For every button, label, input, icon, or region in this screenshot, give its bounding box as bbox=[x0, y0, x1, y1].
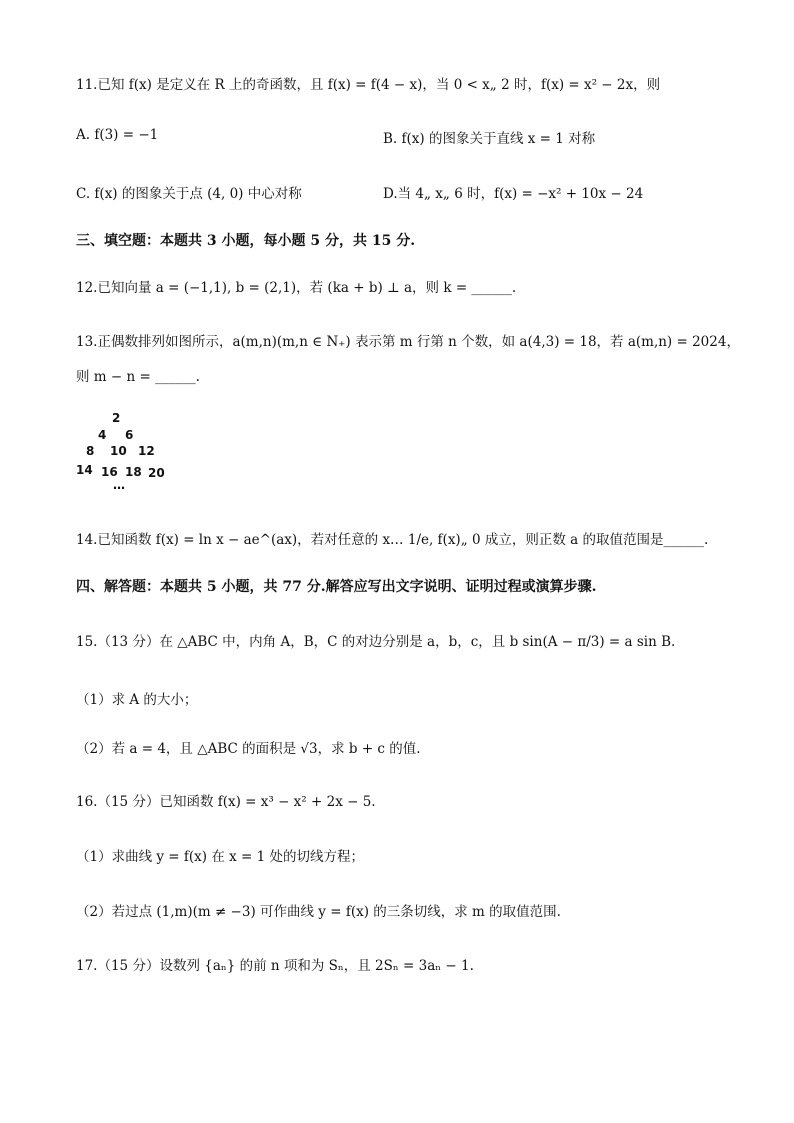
section-4-heading: 四、解答题：本题共 5 小题，共 77 分.解答应写出文字说明、证明过程或演算步骤. bbox=[76, 579, 597, 595]
triangle-number: 4 bbox=[98, 428, 107, 442]
triangle-number: 18 bbox=[125, 465, 142, 479]
question-16-part-2: （2）若过点 (1,m)(m ≠ −3) 可作曲线 y = f(x) 的三条切线，求 m 的取值范围. bbox=[76, 904, 561, 920]
triangle-number: 20 bbox=[148, 466, 165, 480]
triangle-number: 6 bbox=[125, 428, 134, 442]
question-16-stem: 16.（15 分）已知函数 f(x) = x³ − x² + 2x − 5. bbox=[76, 794, 376, 810]
triangle-number: 12 bbox=[138, 444, 155, 458]
triangle-number: 2 bbox=[112, 411, 121, 425]
question-15-part-1: （1）求 A 的大小； bbox=[76, 692, 198, 708]
question-11-option-a: A. f(3) = −1 bbox=[76, 127, 159, 143]
question-11-stem: 11.已知 f(x) 是定义在 R 上的奇函数，且 f(x) = f(4 − x)，当 0 < x„ 2 时，f(x) = x² − 2x，则 bbox=[76, 77, 661, 93]
question-13-line-1: 13.正偶数排列如图所示，a(m,n)(m,n ∈ N₊) 表示第 m 行第 n 个数，如 a(4,3) = 18，若 a(m,n) = 2024， bbox=[76, 334, 740, 350]
question-13-line-2: 则 m − n = ______. bbox=[76, 369, 200, 385]
triangle-number: 10 bbox=[110, 444, 127, 458]
triangle-number: 14 bbox=[76, 463, 93, 477]
triangle-number: 8 bbox=[86, 444, 95, 458]
question-17-stem: 17.（15 分）设数列 {aₙ} 的前 n 项和为 Sₙ，且 2Sₙ = 3aₙ − 1. bbox=[76, 958, 474, 974]
triangle-ellipsis: … bbox=[113, 478, 125, 492]
question-15-stem: 15.（13 分）在 △ABC 中，内角 A，B，C 的对边分别是 a，b，c，且 b sin(A − π/3) = a sin B. bbox=[76, 634, 676, 650]
triangle-number: 16 bbox=[101, 465, 118, 479]
question-16-part-1: （1）求曲线 y = f(x) 在 x = 1 处的切线方程； bbox=[76, 849, 365, 865]
question-15-part-2: （2）若 a = 4，且 △ABC 的面积是 √3，求 b + c 的值. bbox=[76, 741, 421, 757]
question-12: 12.已知向量 a = (−1,1), b = (2,1)，若 (ka + b) ⊥ a，则 k = ______. bbox=[76, 280, 517, 296]
section-3-heading: 三、填空题：本题共 3 小题，每小题 5 分，共 15 分. bbox=[76, 233, 416, 249]
question-14: 14.已知函数 f(x) = ln x − ae^(ax)，若对任意的 x… 1/e, f(x)„ 0 成立，则正数 a 的取值范围是______. bbox=[76, 532, 709, 548]
question-11-option-b: B. f(x) 的图象关于直线 x = 1 对称 bbox=[383, 131, 596, 147]
question-11-option-d: D.当 4„ x„ 6 时，f(x) = −x² + 10x − 24 bbox=[383, 186, 644, 202]
question-11-option-c: C. f(x) 的图象关于点 (4, 0) 中心对称 bbox=[76, 186, 302, 202]
